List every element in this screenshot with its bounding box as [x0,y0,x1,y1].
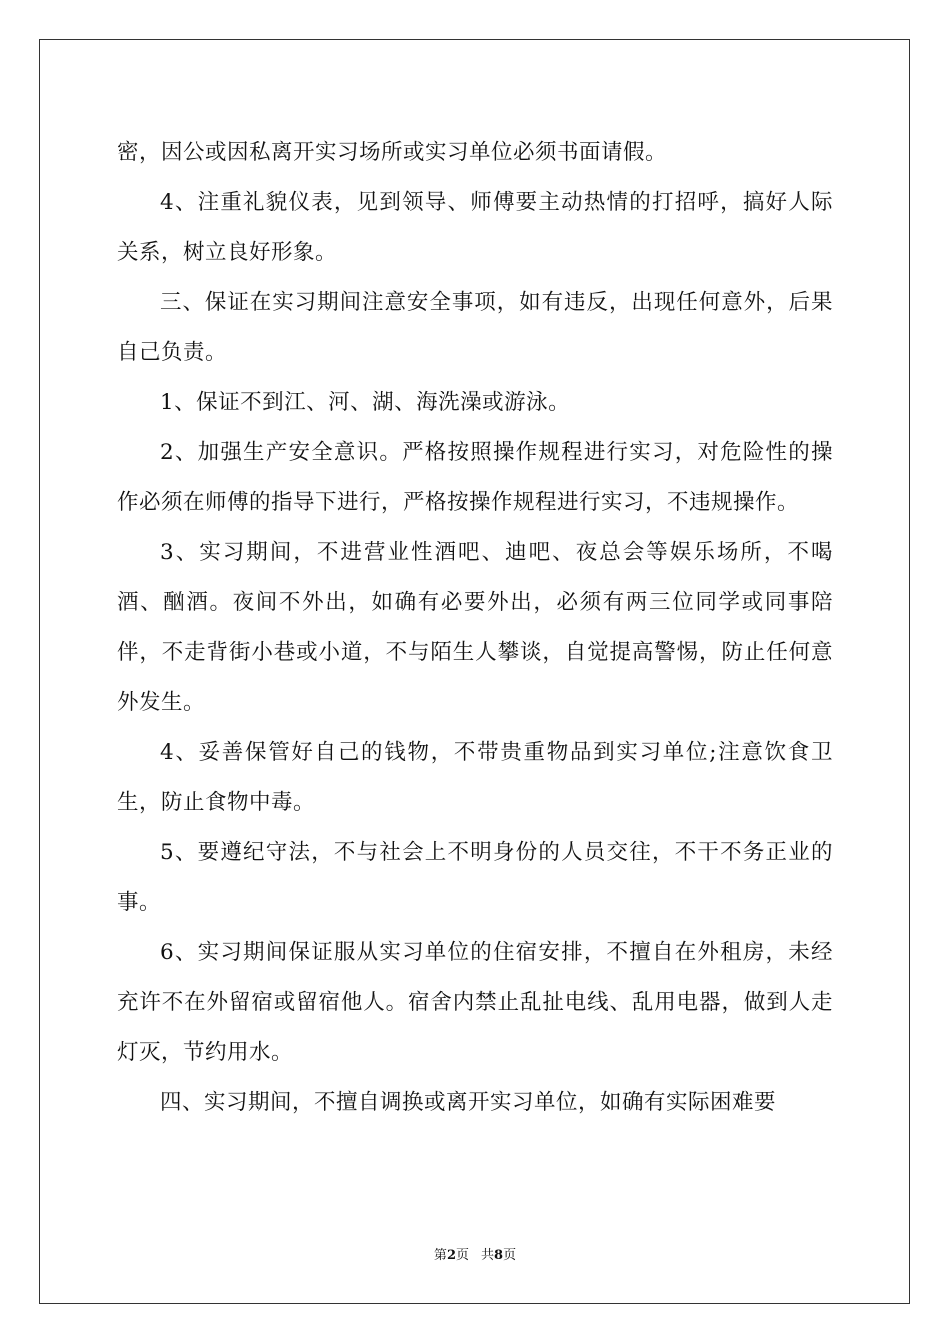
paragraph-7: 4、妥善保管好自己的钱物，不带贵重物品到实习单位;注意饮食卫生，防止食物中毒。 [117,740,833,815]
footer-current-page: 2 [446,1248,456,1263]
page-footer [0,1244,950,1263]
paragraph-3: 三、保证在实习期间注意安全事项，如有违反，出现任何意外，后果自己负责。 [117,290,833,365]
paragraph-5: 2、加强生产安全意识。严格按照操作规程进行实习，对危险性的操作必须在师傅的指导下进行，严格按操作规程进行实习，不违规操作。 [117,440,833,515]
footer-total-prefix: 共 [481,1248,495,1263]
paragraph-2: 4、注重礼貌仪表，见到领导、师傅要主动热情的打招呼，搞好人际关系，树立良好形象。 [117,190,833,265]
paragraph-6: 3、实习期间，不进营业性酒吧、迪吧、夜总会等娱乐场所，不喝酒、酗酒。夜间不外出，如确有必要外出，必须有两三位同学或同事陪伴，不走背街小巷或小道，不与陌生人攀谈，自觉提高警惕，防止任何意外发生。 [117,540,833,715]
footer-page-suffix: 页 [455,1248,469,1263]
paragraph-9: 6、实习期间保证服从实习单位的住宿安排，不擅自在外租房，未经充许不在外留宿或留宿他人。宿舍内禁止乱扯电线、乱用电器，做到人走灯灭，节约用水。 [117,940,833,1065]
footer-total-suffix: 页 [503,1248,517,1263]
paragraph-10: 四、实习期间，不擅自调换或离开实习单位，如确有实际困难要 [160,1090,777,1115]
footer-total-pages: 8 [494,1248,504,1263]
footer-prefix: 第 [433,1248,447,1263]
document-body [117,128,833,1128]
paragraph-1: 密，因公或因私离开实习场所或实习单位必须书面请假。 [117,140,668,165]
paragraph-8: 5、要遵纪守法，不与社会上不明身份的人员交往，不干不务正业的事。 [117,840,833,915]
paragraph-4: 1、保证不到江、河、湖、海洗澡或游泳。 [160,390,571,415]
